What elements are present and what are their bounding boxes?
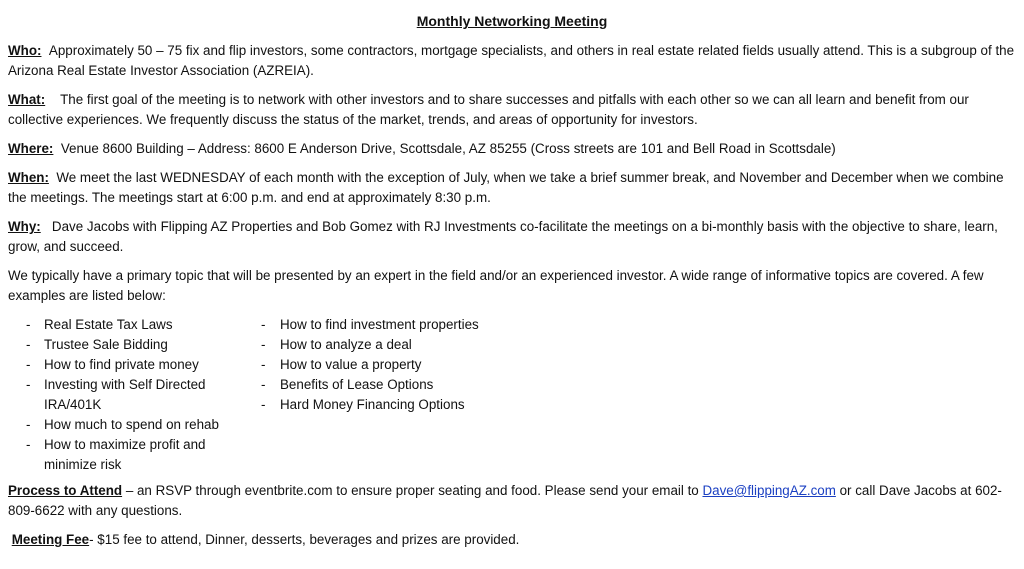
list-item: - How much to spend on rehab bbox=[8, 415, 244, 435]
where-text: Venue 8600 Building – Address: 8600 E Anderson Drive, Scottsdale, AZ 85255 (Cross streets are 101 and Bell Road in Scottsdale) bbox=[60, 141, 836, 156]
process-paragraph bbox=[8, 481, 1016, 521]
why-label: Why: bbox=[8, 219, 41, 234]
process-text-after: or call Dave Jacobs at 602-809-6622 with any questions. bbox=[8, 483, 1002, 518]
list-item: - Trustee Sale Bidding bbox=[8, 335, 244, 355]
what-text: The first goal of the meeting is to network with other investors and to share successes and pitfalls with each other so we can all learn and benefit from our collective experiences. We frequently discuss the status of the market, trends, and areas of opportunity for investors. bbox=[8, 92, 969, 127]
when-label: When: bbox=[8, 170, 49, 185]
list-item: - How to value a property bbox=[244, 355, 479, 375]
email-link[interactable]: Dave@flippingAZ.com bbox=[702, 483, 836, 498]
topics-left-column bbox=[8, 315, 244, 475]
list-item: - How to find investment properties bbox=[244, 315, 479, 335]
process-label: Process to Attend bbox=[8, 483, 123, 498]
page-title: Monthly Networking Meeting bbox=[416, 13, 608, 29]
when-text: We meet the last WEDNESDAY of each month with the exception of July, when we take a brief summer break, and November and December when we combine the meetings. The meetings start at 6:00 p.m. and end at approximately 8:30 p.m. bbox=[8, 170, 1004, 205]
process-text-before: – an RSVP through eventbrite.com to ensure proper seating and food. Please send your email to bbox=[122, 483, 703, 498]
topics-right-column bbox=[244, 315, 479, 475]
list-item: - Real Estate Tax Laws bbox=[8, 315, 244, 335]
list-item: - Investing with Self Directed IRA/401K bbox=[8, 375, 244, 415]
list-item: - Hard Money Financing Options bbox=[244, 395, 479, 415]
fee-label: Meeting Fee bbox=[11, 532, 90, 547]
what-label: What: bbox=[8, 92, 46, 107]
who-label: Who: bbox=[8, 43, 42, 58]
who-paragraph bbox=[8, 41, 1016, 81]
fee-paragraph bbox=[8, 530, 1016, 550]
list-item: - How to find private money bbox=[8, 355, 244, 375]
where-paragraph bbox=[8, 139, 1016, 159]
topics-list bbox=[8, 315, 1016, 475]
who-text: Approximately 50 – 75 fix and flip investors, some contractors, mortgage specialists, and others in real estate related fields usually attend. This is a subgroup of the Arizona Real Estate Investor Association (AZREIA). bbox=[8, 43, 1015, 78]
list-item: - Benefits of Lease Options bbox=[244, 375, 479, 395]
when-paragraph bbox=[8, 168, 1016, 208]
why-text: Dave Jacobs with Flipping AZ Properties and Bob Gomez with RJ Investments co-facilitate the meetings on a bi-monthly basis with the objective to share, learn, grow, and succeed. bbox=[8, 219, 998, 254]
list-item: - How to analyze a deal bbox=[244, 335, 479, 355]
list-item: - How to maximize profit and minimize risk bbox=[8, 435, 244, 475]
why-paragraph bbox=[8, 217, 1016, 257]
where-label: Where: bbox=[8, 141, 54, 156]
fee-text: - $15 fee to attend, Dinner, desserts, beverages and prizes are provided. bbox=[89, 532, 520, 547]
intro-paragraph: We typically have a primary topic that will be presented by an expert in the field and/or an experienced investor. A wide range of informative topics are covered. A few examples are listed below: bbox=[8, 268, 984, 303]
what-paragraph bbox=[8, 90, 1016, 130]
